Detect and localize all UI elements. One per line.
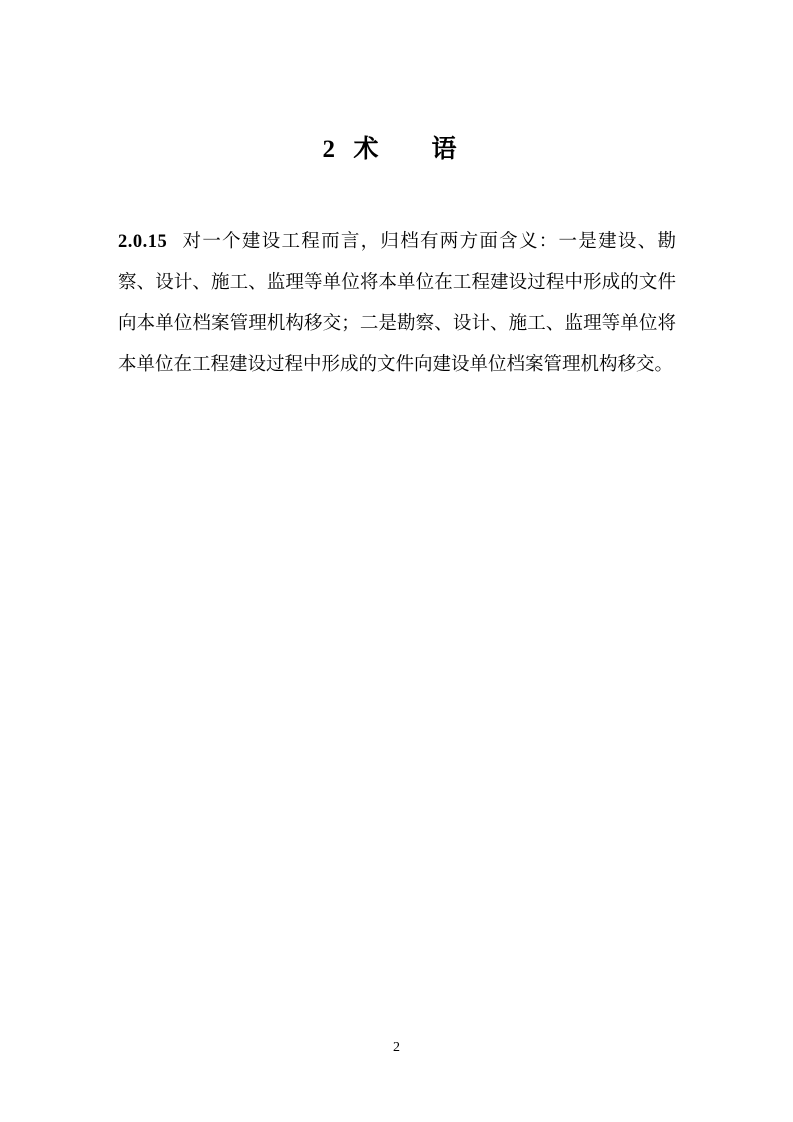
clause-paragraph: [118, 222, 676, 386]
page-title-number: 2: [322, 135, 336, 163]
clause-text: 对一个建设工程而言，归档有两方面含义：一是建设、勘察、设计、施工、监理等单位将本单位在工程建设过程中形成的文件向本单位档案管理机构移交；二是勘察、设计、施工、监理等单位将本单位在工程建设过程中形成的文件向建设单位档案管理机构移交。: [118, 232, 676, 375]
clause-number: 2.0.15: [118, 232, 168, 252]
page-title: [0, 129, 793, 165]
body-content: [118, 222, 676, 386]
page-title-text: 术 语: [353, 135, 471, 163]
page-number: 2: [393, 1040, 400, 1055]
